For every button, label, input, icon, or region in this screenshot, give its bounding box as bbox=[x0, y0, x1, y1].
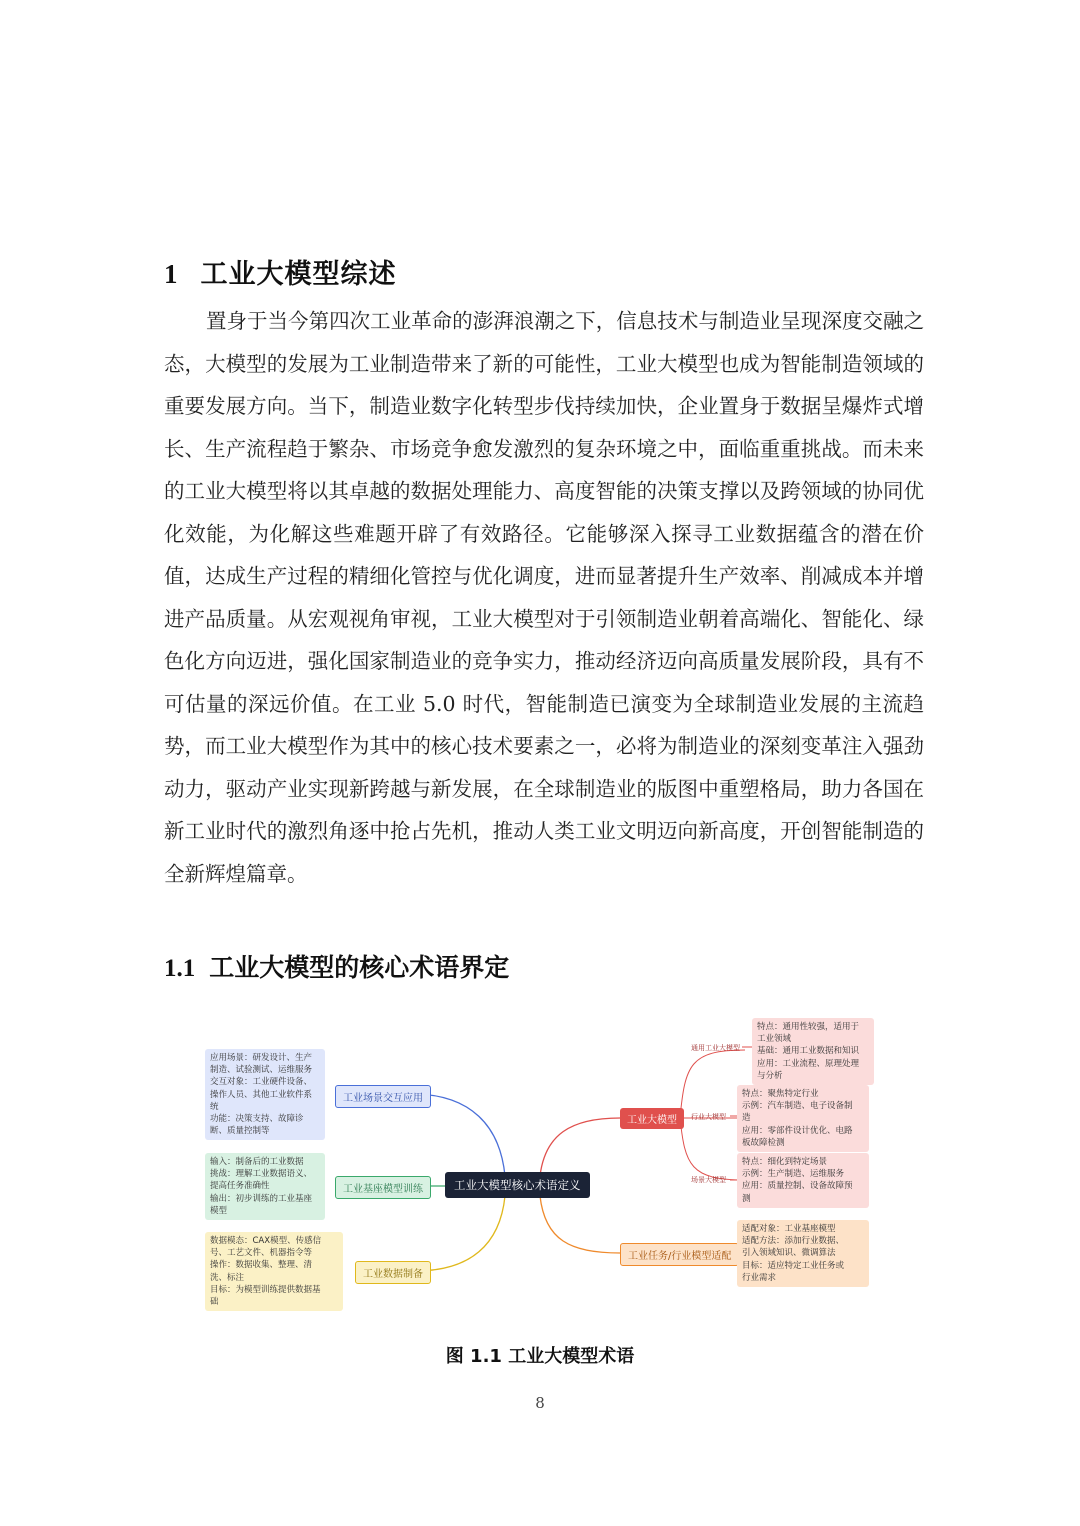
connector-general bbox=[680, 1050, 745, 1118]
subsection-number: 1.1 bbox=[164, 955, 196, 982]
mindmap-figure bbox=[200, 1015, 880, 1315]
data-node: 工业数据制备 bbox=[355, 1261, 431, 1284]
subsection-title: 工业大模型的核心术语界定 bbox=[209, 953, 510, 982]
scene-details: 应用场景：研发设计、生产 制造、试验测试、运维服务 交互对象：工业硬件设备、 操作人员、其他工业软件系 统 功能：决策支持、故障诊 断、质量控制等 bbox=[205, 1049, 325, 1140]
connector-model bbox=[540, 1118, 620, 1176]
train-node: 工业基座模型训练 bbox=[335, 1176, 431, 1199]
section-title: 工业大模型综述 bbox=[200, 259, 397, 290]
train-details: 输入：制备后的工业数据 挑战：理解工业数据语义、 提高任务准确性 输出：初步训练的工业基座 模型 bbox=[205, 1153, 325, 1220]
body-text bbox=[164, 300, 924, 895]
scenario-model-details: 特点：细化到特定场景 示例：生产制造、运维服务 应用：质量控制、设备故障预 测 bbox=[737, 1153, 869, 1208]
adapt-node: 工业任务/行业模型适配 bbox=[620, 1243, 739, 1266]
adapt-details: 适配对象：工业基座模型 适配方法：添加行业数据、 引入领域知识、微调算法 目标：适应特定工业任务或 行业需求 bbox=[737, 1220, 869, 1287]
scene-node: 工业场景交互应用 bbox=[335, 1085, 431, 1108]
scenario-model-node: 场景大模型 bbox=[691, 1176, 726, 1184]
data-details: 数据模态：CAX模型、传感信 号、工艺文件、机器指令等 操作：数据收集、整理、清 洗、标注 目标：为模型训练提供数据基 础 bbox=[205, 1232, 343, 1311]
model-node: 工业大模型 bbox=[620, 1108, 684, 1129]
industry-model-node: 行业大模型 bbox=[691, 1113, 726, 1121]
mindmap-center: 工业大模型核心术语定义 bbox=[445, 1172, 590, 1198]
page-number: 8 bbox=[535, 1394, 545, 1412]
section-number: 1 bbox=[164, 259, 179, 289]
paragraph: 置身于当今第四次工业革命的澎湃浪潮之下，信息技术与制造业呈现深度交融之态，大模型的发展为工业制造带来了新的可能性，工业大模型也成为智能制造领域的重要发展方向。当下，制造业数字化转型步伐持续加快，企业置身于数据呈爆炸式增长、生产流程趋于繁杂、市场竞争愈发激烈的复杂环境之中，面临重重挑战。而未来的工业大模型将以其卓越的数据处理能力、高度智能的决策支撑以及跨领域的协同优化效能，为化解这些难题开辟了有效路径。它能够深入探寻工业数据蕴含的潜在价值，达成生产过程的精细化管控与优化调度，进而显著提升生产效率、削减成本并增进产品质量。从宏观视角审视，工业大模型对于引领制造业朝着高端化、智能化、绿色化方向迈进，强化国家制造业的竞争实力，推动经济迈向高质量发展阶段，具有不可估量的深远价值。在工业 5.0 时代，智能制造已演变为全球制造业发展的主流趋势，而工业大模型作为其中的核心技术要素之一，必将为制造业的深刻变革注入强劲动力，驱动产业实现新跨越与新发展，在全球制造业的版图中重塑格局，助力各国在新工业时代的激烈角逐中抢占先机，推动人类工业文明迈向新高度，开创智能制造的全新辉煌篇章。 bbox=[164, 309, 924, 886]
connector-data bbox=[415, 1196, 505, 1271]
connector-adapt bbox=[540, 1196, 620, 1253]
figure-caption: 图 1.1 工业大模型术语 bbox=[445, 1346, 635, 1367]
general-model-node: 通用工业大模型 bbox=[691, 1044, 740, 1052]
subsection-heading bbox=[164, 948, 509, 984]
connector-scenario bbox=[680, 1118, 745, 1180]
section-heading bbox=[164, 252, 397, 291]
industry-model-details: 特点：聚焦特定行业 示例：汽车制造、电子设备制 造 应用：零部件设计优化、电路 板故障检测 bbox=[737, 1085, 869, 1152]
general-model-details: 特点：通用性较强，适用于 工业领域 基础：通用工业数据和知识 应用：工业流程、原理处理 与分析 bbox=[752, 1018, 874, 1085]
